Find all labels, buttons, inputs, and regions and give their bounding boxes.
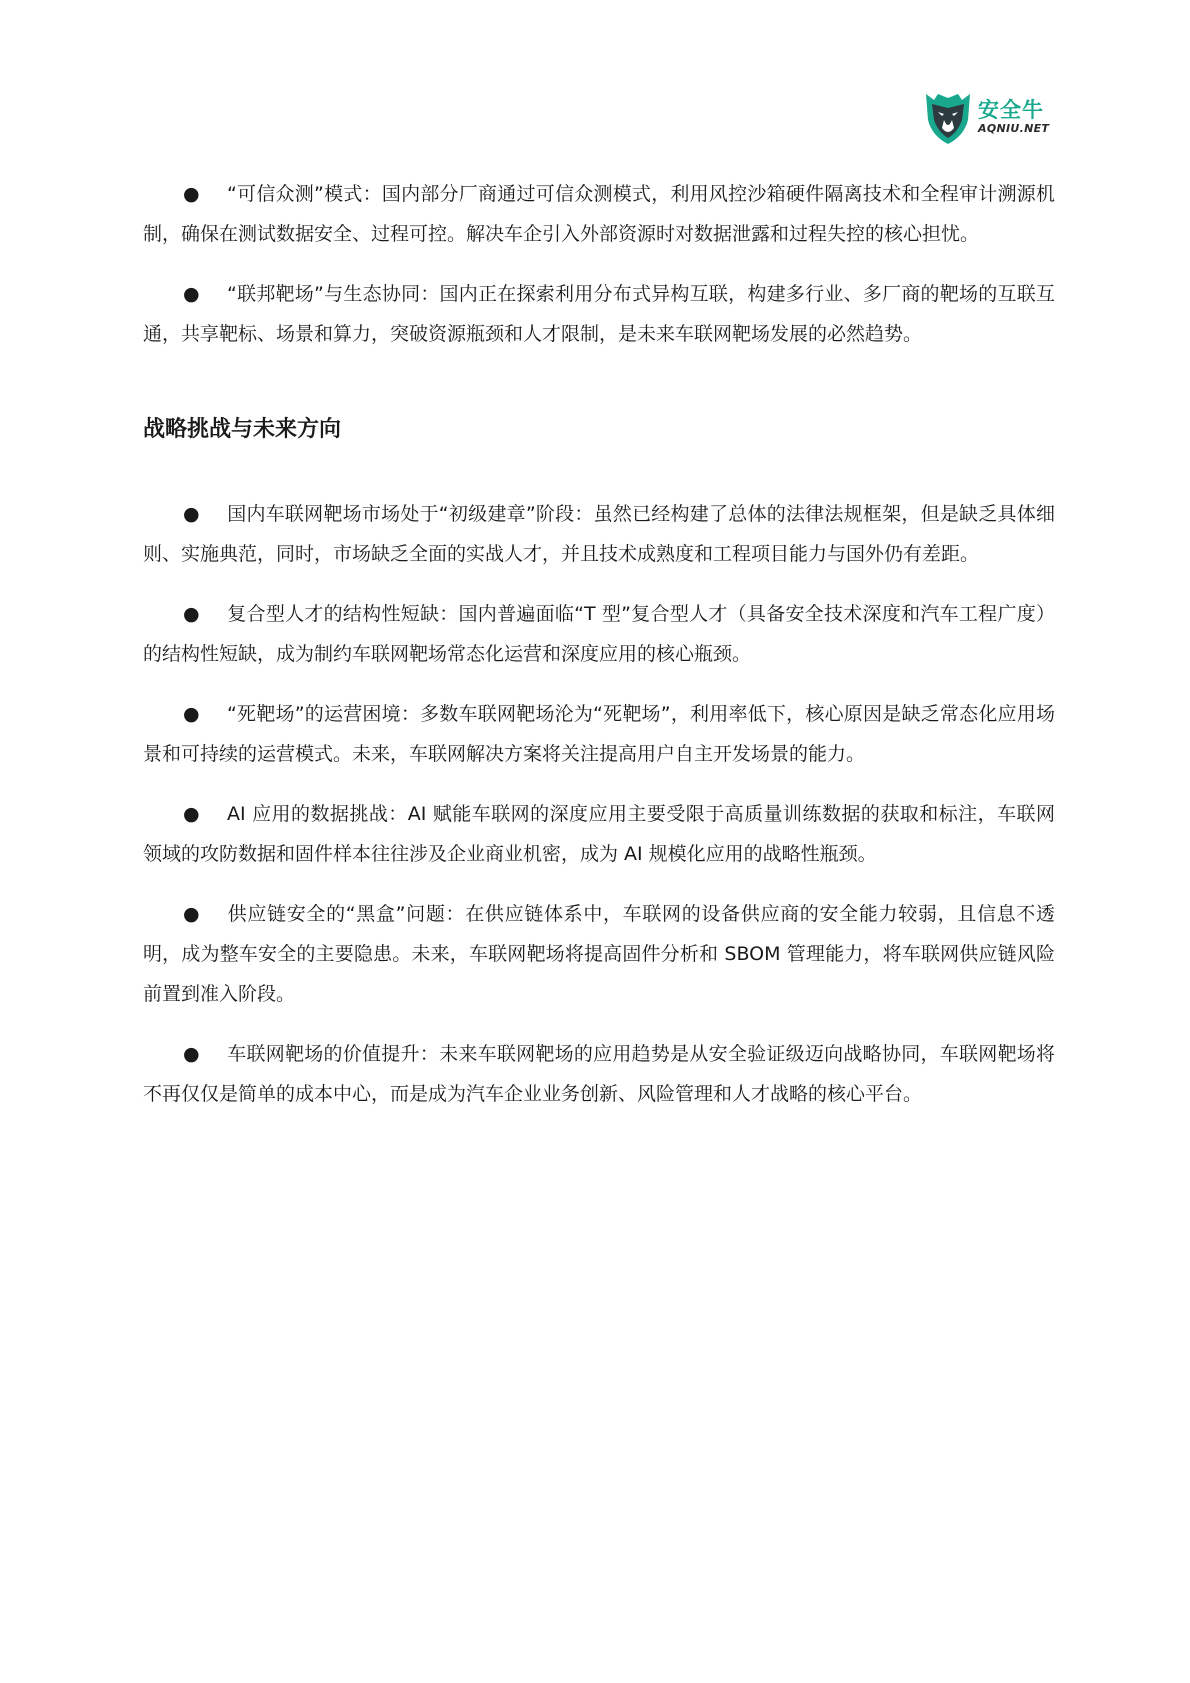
bullet-text: AI 应用的数据挑战：AI 赋能车联网的深度应用主要受限于高质量训练数据的获取和标注，车联网领域的攻防数据和固件样本往往涉及企业商业机密，成为 AI 规模化应用的战略性瓶颈。 bbox=[143, 803, 1055, 865]
bullet-text: 车联网靶场的价值提升：未来车联网靶场的应用趋势是从安全验证级迈向战略协同，车联网靶场将不再仅仅是简单的成本中心，而是成为汽车企业业务创新、风险管理和人才战略的核心平台。 bbox=[143, 1043, 1055, 1105]
bullet-icon: ● bbox=[183, 603, 200, 625]
bullet-item-federated-range bbox=[143, 274, 1055, 354]
brand-logo bbox=[924, 86, 1056, 146]
bullet-icon: ● bbox=[183, 183, 200, 205]
bullet-icon: ● bbox=[183, 803, 200, 825]
bullet-icon: ● bbox=[183, 1043, 200, 1065]
bullet-text: “联邦靶场”与生态协同：国内正在探索利用分布式异构互联，构建多行业、多厂商的靶场的互联互通，共享靶标、场景和算力，突破资源瓶颈和人才限制，是未来车联网靶场发展的必然趋势。 bbox=[143, 283, 1055, 345]
logo-domain: AQNIU.NET bbox=[978, 121, 1050, 135]
bullet-icon: ● bbox=[183, 283, 200, 305]
bullet-item-trusted-crowdtest bbox=[143, 174, 1055, 254]
bull-head-logo-icon bbox=[924, 86, 972, 146]
bullet-text: 供应链安全的“黑盒”问题：在供应链体系中，车联网的设备供应商的安全能力较弱，且信息不透明，成为整车安全的主要隐患。未来，车联网靶场将提高固件分析和 SBOM 管理能力，将车联网供应链风险前置到准入阶段。 bbox=[143, 903, 1055, 1005]
bullet-item-early-stage bbox=[143, 494, 1055, 574]
bullet-text: “可信众测”模式：国内部分厂商通过可信众测模式，利用风控沙箱硬件隔离技术和全程审计溯源机制，确保在测试数据安全、过程可控。解决车企引入外部资源时对数据泄露和过程失控的核心担忧。 bbox=[143, 183, 1055, 245]
bullet-item-talent-shortage bbox=[143, 594, 1055, 674]
bullet-item-dead-range bbox=[143, 694, 1055, 774]
bullet-item-ai-data bbox=[143, 794, 1055, 874]
bullet-text: “死靶场”的运营困境：多数车联网靶场沦为“死靶场”，利用率低下，核心原因是缺乏常态化应用场景和可持续的运营模式。未来，车联网解决方案将关注提高用户自主开发场景的能力。 bbox=[143, 703, 1055, 765]
bullet-text: 国内车联网靶场市场处于“初级建章”阶段：虽然已经构建了总体的法律法规框架，但是缺乏具体细则、实施典范，同时，市场缺乏全面的实战人才，并且技术成熟度和工程项目能力与国外仍有差距。 bbox=[143, 503, 1055, 565]
bullet-icon: ● bbox=[183, 903, 200, 925]
logo-chinese-name: 安全牛 bbox=[978, 97, 1044, 122]
bullet-text: 复合型人才的结构性短缺：国内普遍面临“T 型”复合型人才（具备安全技术深度和汽车工程广度）的结构性短缺，成为制约车联网靶场常态化运营和深度应用的核心瓶颈。 bbox=[143, 603, 1055, 665]
document-body bbox=[143, 174, 1055, 1134]
bullet-icon: ● bbox=[183, 503, 200, 525]
section-heading: 战略挑战与未来方向 bbox=[143, 417, 342, 442]
bullet-icon: ● bbox=[183, 703, 200, 725]
bullet-item-supply-chain bbox=[143, 894, 1055, 1014]
bullet-item-value-upgrade bbox=[143, 1034, 1055, 1114]
